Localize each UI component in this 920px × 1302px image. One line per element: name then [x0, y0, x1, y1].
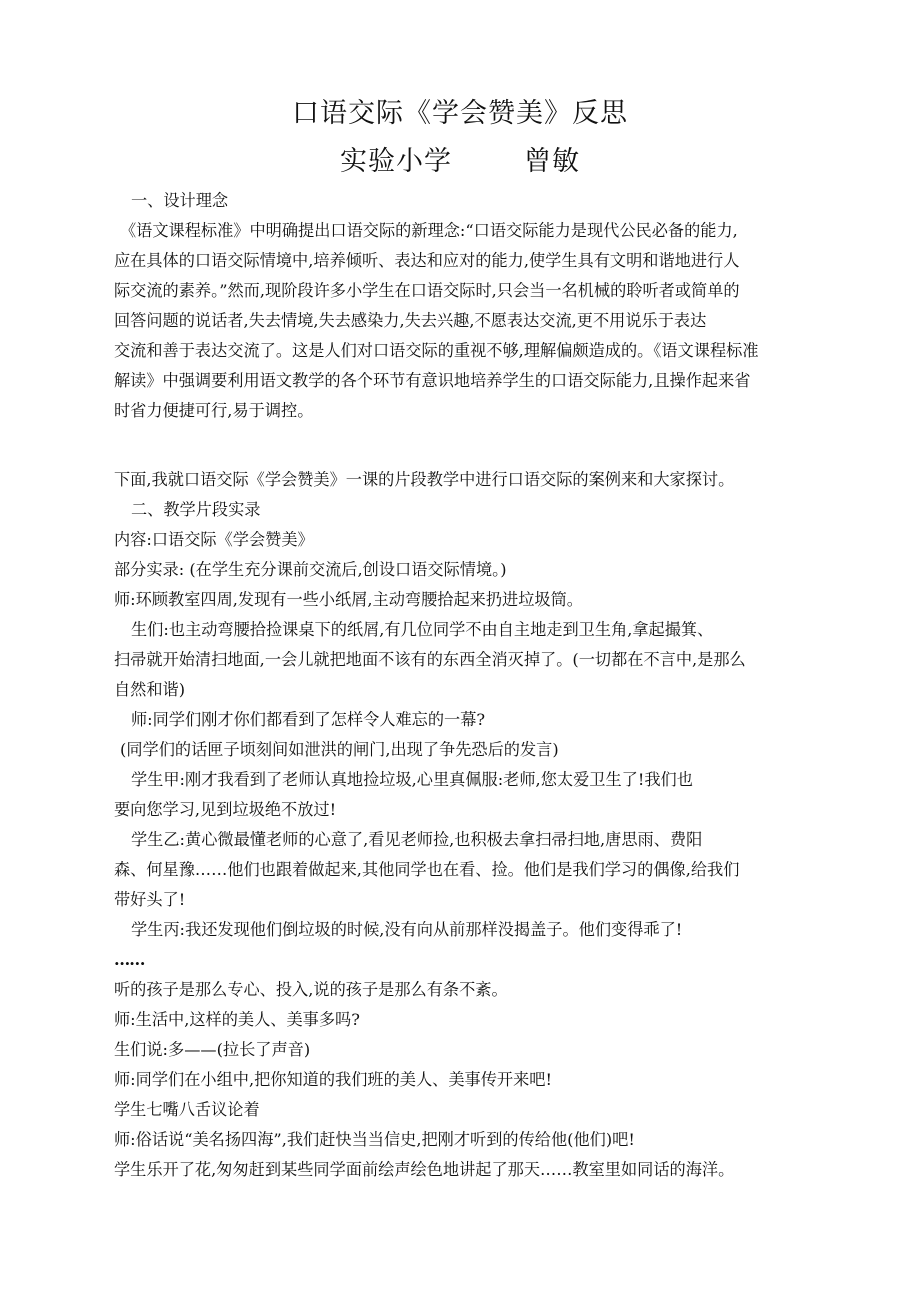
section-design-concept — [114, 186, 836, 426]
paragraph-line: 应在具体的口语交际情境中,培养倾听、表达和应对的能力,使学生具有文明和谐地进行人 — [114, 251, 740, 270]
dialogue-line: 生们:也主动弯腰拾捡课桌下的纸屑,有几位同学不由自主地走到卫生角,拿起撮箕、 — [131, 620, 714, 639]
author-school: 实验小学 — [340, 146, 452, 177]
dialogue-line: 要向您学习,见到垃圾绝不放过! — [114, 800, 337, 819]
dialogue-line: 学生丙:我还发现他们倒垃圾的时候,没有向从前那样没揭盖子。他们变得乖了! — [131, 920, 683, 939]
section-heading: 一、设计理念 — [131, 191, 229, 210]
paragraph-line: 交流和善于表达交流了。这是人们对口语交际的重视不够,理解偏颇造成的。《语文课程标准 — [114, 341, 759, 360]
paragraph-line: 《语文课程标准》中明确提出口语交际的新理念:“口语交际能力是现代公民必备的能力, — [120, 221, 738, 240]
paragraph-line: 解读》中强调要利用语文教学的各个环节有意识地培养学生的口语交际能力,且操作起来省 — [114, 371, 751, 390]
dialogue-line: 师:生活中,这样的美人、美事多吗? — [114, 1010, 360, 1029]
dialogue-line: 学生甲:刚才我看到了老师认真地捡垃圾,心里真佩服:老师,您太爱卫生了!我们也 — [131, 770, 693, 789]
dialogue-line: 学生乙:黄心微最懂老师的心意了,看见老师捡,也积极去拿扫帚扫地,唐思雨、费阳 — [131, 830, 703, 849]
dialogue-line: 学生七嘴八舌议论着 — [114, 1100, 260, 1119]
dialogue-line: 扫帚就开始清扫地面,一会儿就把地面不该有的东西全消灭掉了。(一切都在不言中,是那么 — [114, 650, 746, 669]
paragraph-line: 际交流的素养。”然而,现阶段许多小学生在口语交际时,只会当一名机械的聆听者或简单的 — [114, 281, 740, 300]
author-name: 曾敏 — [524, 146, 580, 177]
dialogue-line: 自然和谐) — [114, 680, 186, 699]
paragraph-line: 时省力便捷可行,易于调控。 — [114, 401, 314, 420]
dialogue-line: 师:同学们在小组中,把你知道的我们班的美人、美事传开来吧! — [114, 1070, 552, 1089]
paragraph-line: 回答问题的说话者,失去情境,失去感染力,失去兴趣,不愿表达交流,更不用说乐于表达 — [114, 311, 707, 330]
dialogue-line: 森、何星豫……他们也跟着做起来,其他同学也在看、捡。他们是我们学习的偶像,给我们 — [114, 860, 740, 879]
dialogue-line: 师:环顾教室四周,发现有一些小纸屑,主动弯腰拾起来扔进垃圾筒。 — [114, 590, 583, 609]
dialogue-line: 听的孩子是那么专心、投入,说的孩子是那么有条不紊。 — [114, 980, 508, 999]
content-line: 部分实录: (在学生充分课前交流后,创设口语交际情境。) — [114, 560, 507, 579]
dialogue-line: 生们说:多——(拉长了声音) — [114, 1040, 311, 1059]
dialogue-line: (同学们的话匣子顷刻间如泄洪的闸门,出现了争先恐后的发言) — [120, 740, 559, 759]
dialogue-line: 师:同学们刚才你们都看到了怎样令人难忘的一幕? — [131, 710, 486, 729]
dialogue-line: 师:俗话说“美名扬四海”,我们赶快当当信史,把刚才听到的传给他(他们)吧! — [114, 1130, 635, 1149]
dialogue-line: 带好头了! — [114, 890, 186, 909]
section-teaching-record — [114, 465, 836, 1185]
ellipsis-line: …… — [114, 950, 145, 969]
dialogue-line: 学生乐开了花,匆匆赶到某些同学面前绘声绘色地讲起了那天……教室里如同话的海洋。 — [114, 1160, 735, 1179]
author-line — [0, 142, 920, 182]
content-line: 内容:口语交际《学会赞美》 — [114, 530, 314, 549]
document-title: 口语交际《学会赞美》反思 — [292, 98, 628, 129]
section-heading: 二、教学片段实录 — [131, 500, 261, 519]
paragraph-line: 下面,我就口语交际《学会赞美》一课的片段教学中进行口语交际的案例来和大家探讨。 — [114, 470, 735, 489]
